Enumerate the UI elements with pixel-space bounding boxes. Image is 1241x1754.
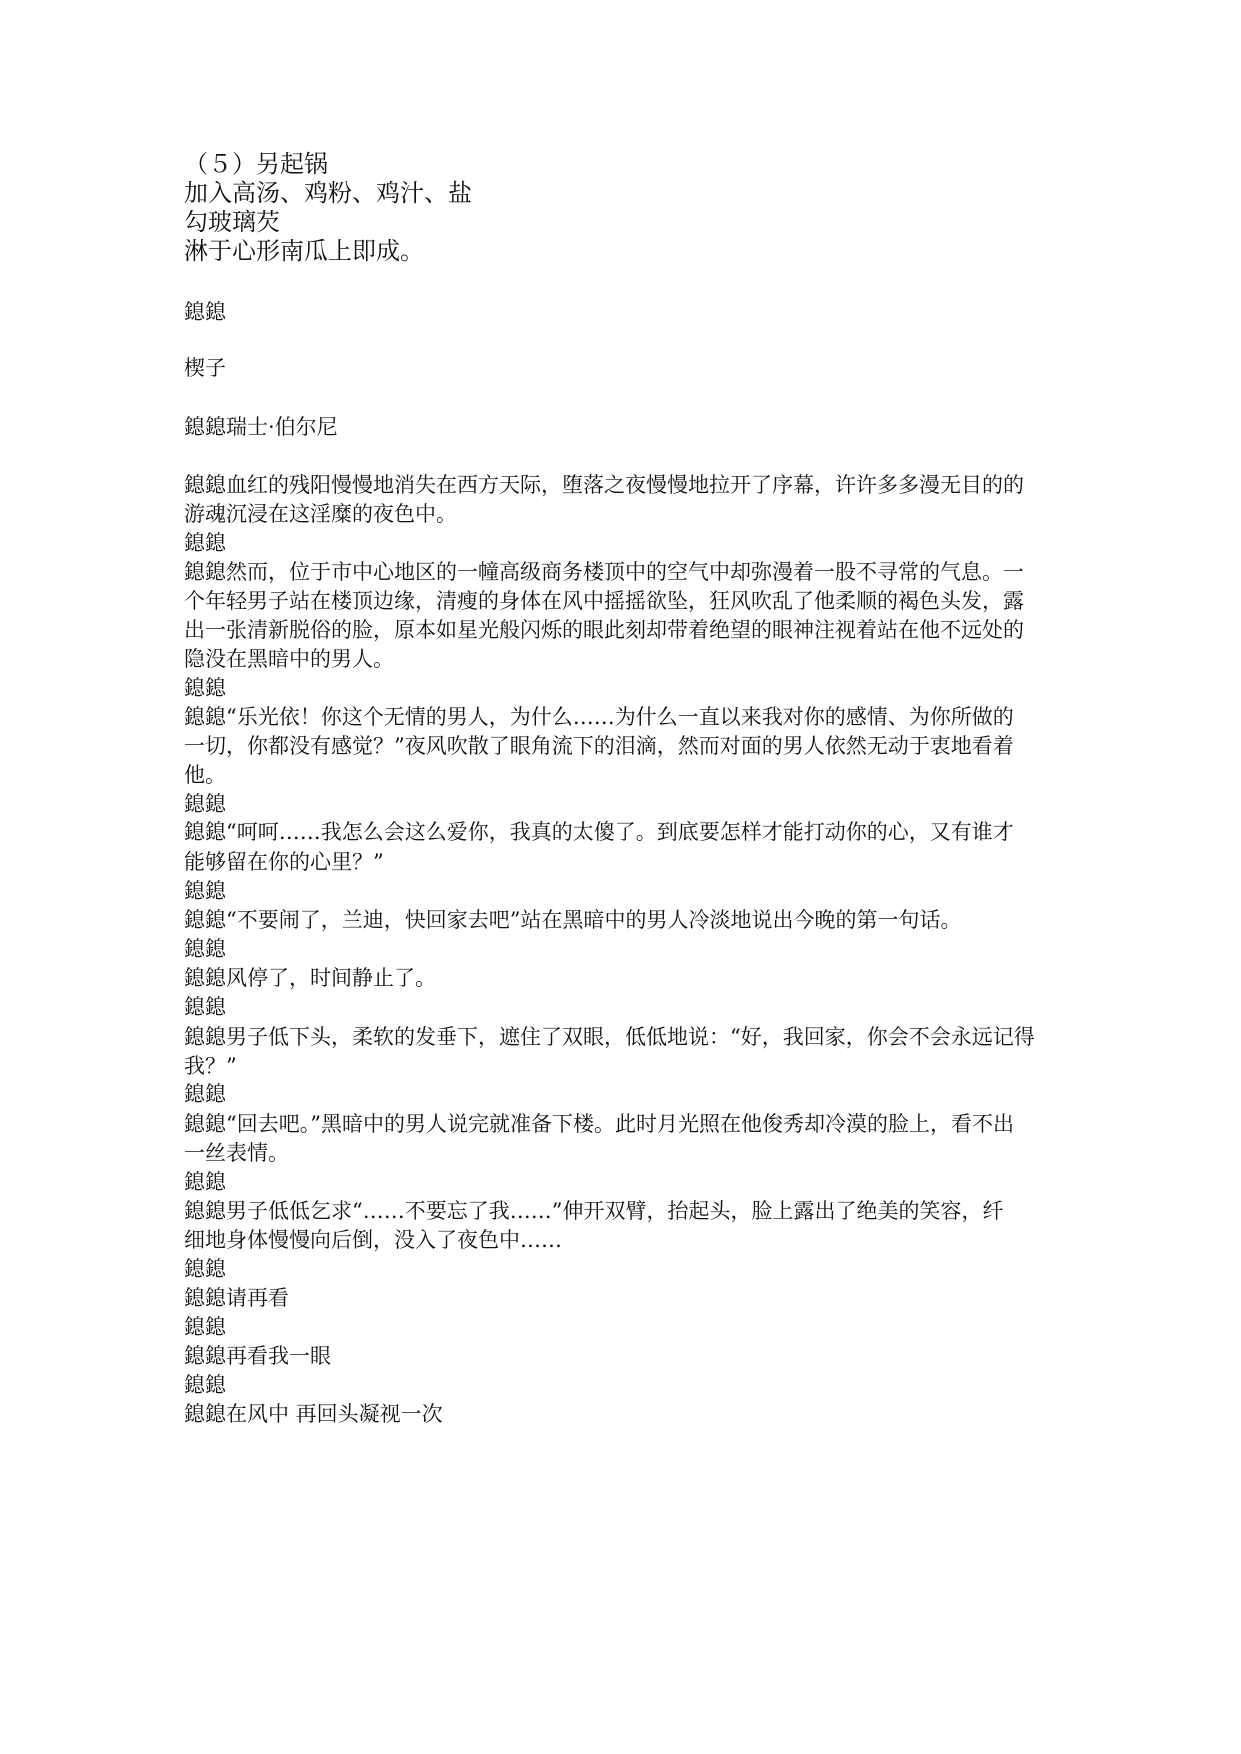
text-line: 鎴鎴 (184, 792, 226, 816)
text-line: 鎴鎴请再看 (184, 1286, 289, 1310)
text-line: 鎴鎴 (184, 300, 226, 324)
text-line: 鎴鎴血红的残阳慢慢地消失在西方天际，堕落之夜慢慢地拉开了序幕，许许多多漫无目的的 (184, 473, 1024, 497)
text-line: 个年轻男子站在楼顶边缘，清瘦的身体在风中摇摇欲坠，狂风吹乱了他柔顺的褐色头发，露 (184, 589, 1024, 613)
text-line: 鎴鎴 (184, 1315, 226, 1339)
text-line: 鎴鎴 (184, 937, 226, 961)
recipe-line: 淋于心形南瓜上即成。 (184, 237, 424, 265)
text-line: 鎴鎴男子低下头，柔软的发垂下，遮住了双眼，低低地说：“好，我回家，你会不会永远记得 (184, 1025, 1035, 1049)
text-line: 鎴鎴再看我一眼 (184, 1344, 331, 1368)
text-line: 鎴鎴瑞士·伯尔尼 (184, 415, 338, 439)
text-line: 我？” (184, 1054, 237, 1078)
text-line: 鎴鎴 (184, 531, 226, 555)
text-line: 鎴鎴“乐光依！你这个无情的男人，为什么……为什么一直以来我对你的感情、为你所做的 (184, 705, 1014, 729)
text-line: 细地身体慢慢向后倒，没入了夜色中…… (184, 1228, 562, 1252)
text-line: 鎴鎴“呵呵……我怎么会这么爱你，我真的太傻了。到底要怎样才能打动你的心，又有谁才 (184, 820, 1014, 844)
text-line: 能够留在你的心里？” (184, 850, 384, 874)
text-line: 鎴鎴男子低低乞求“……不要忘了我……”伸开双臂，抬起头，脸上露出了绝美的笑容，纤 (184, 1199, 1004, 1223)
text-line: 他。 (184, 763, 226, 787)
text-line: 出一张清新脱俗的脸，原本如星光般闪烁的眼此刻却带着绝望的眼神注视着站在他不远处的 (184, 618, 1024, 642)
text-line: 鎴鎴然而，位于市中心地区的一幢高级商务楼顶中的空气中却弥漫着一股不寻常的气息。一 (184, 560, 1024, 584)
text-line: 一切，你都没有感觉？”夜风吹散了眼角流下的泪滴，然而对面的男人依然无动于衷地看着 (184, 734, 1014, 758)
text-line: 鎴鎴 (184, 879, 226, 903)
text-line: 隐没在黑暗中的男人。 (184, 647, 394, 671)
text-line: 鎴鎴在风中 再回头凝视一次 (184, 1402, 443, 1426)
text-line: 鎴鎴“回去吧。”黑暗中的男人说完就准备下楼。此时月光照在他俊秀却冷漠的脸上，看不出 (184, 1112, 1014, 1136)
text-line: 鎴鎴“不要闹了，兰迪，快回家去吧”站在黑暗中的男人冷淡地说出今晚的第一句话。 (184, 908, 962, 932)
text-line: 鎴鎴 (184, 1170, 226, 1194)
text-line: 鎴鎴 (184, 1257, 226, 1281)
text-line: 楔子 (184, 356, 226, 380)
text-line: 鎴鎴 (184, 1082, 226, 1106)
recipe-line: 勾玻璃芡 (184, 208, 280, 236)
text-line: 鎴鎴 (184, 676, 226, 700)
text-line: 鎴鎴风停了，时间静止了。 (184, 966, 436, 990)
recipe-line: （５）另起锅 (184, 150, 328, 178)
text-line: 游魂沉浸在这淫糜的夜色中。 (184, 502, 457, 526)
recipe-line: 加入高汤、鸡粉、鸡汁、盐 (184, 179, 472, 207)
text-line: 鎴鎴 (184, 995, 226, 1019)
text-line: 一丝表情。 (184, 1141, 289, 1165)
text-line: 鎴鎴 (184, 1373, 226, 1397)
